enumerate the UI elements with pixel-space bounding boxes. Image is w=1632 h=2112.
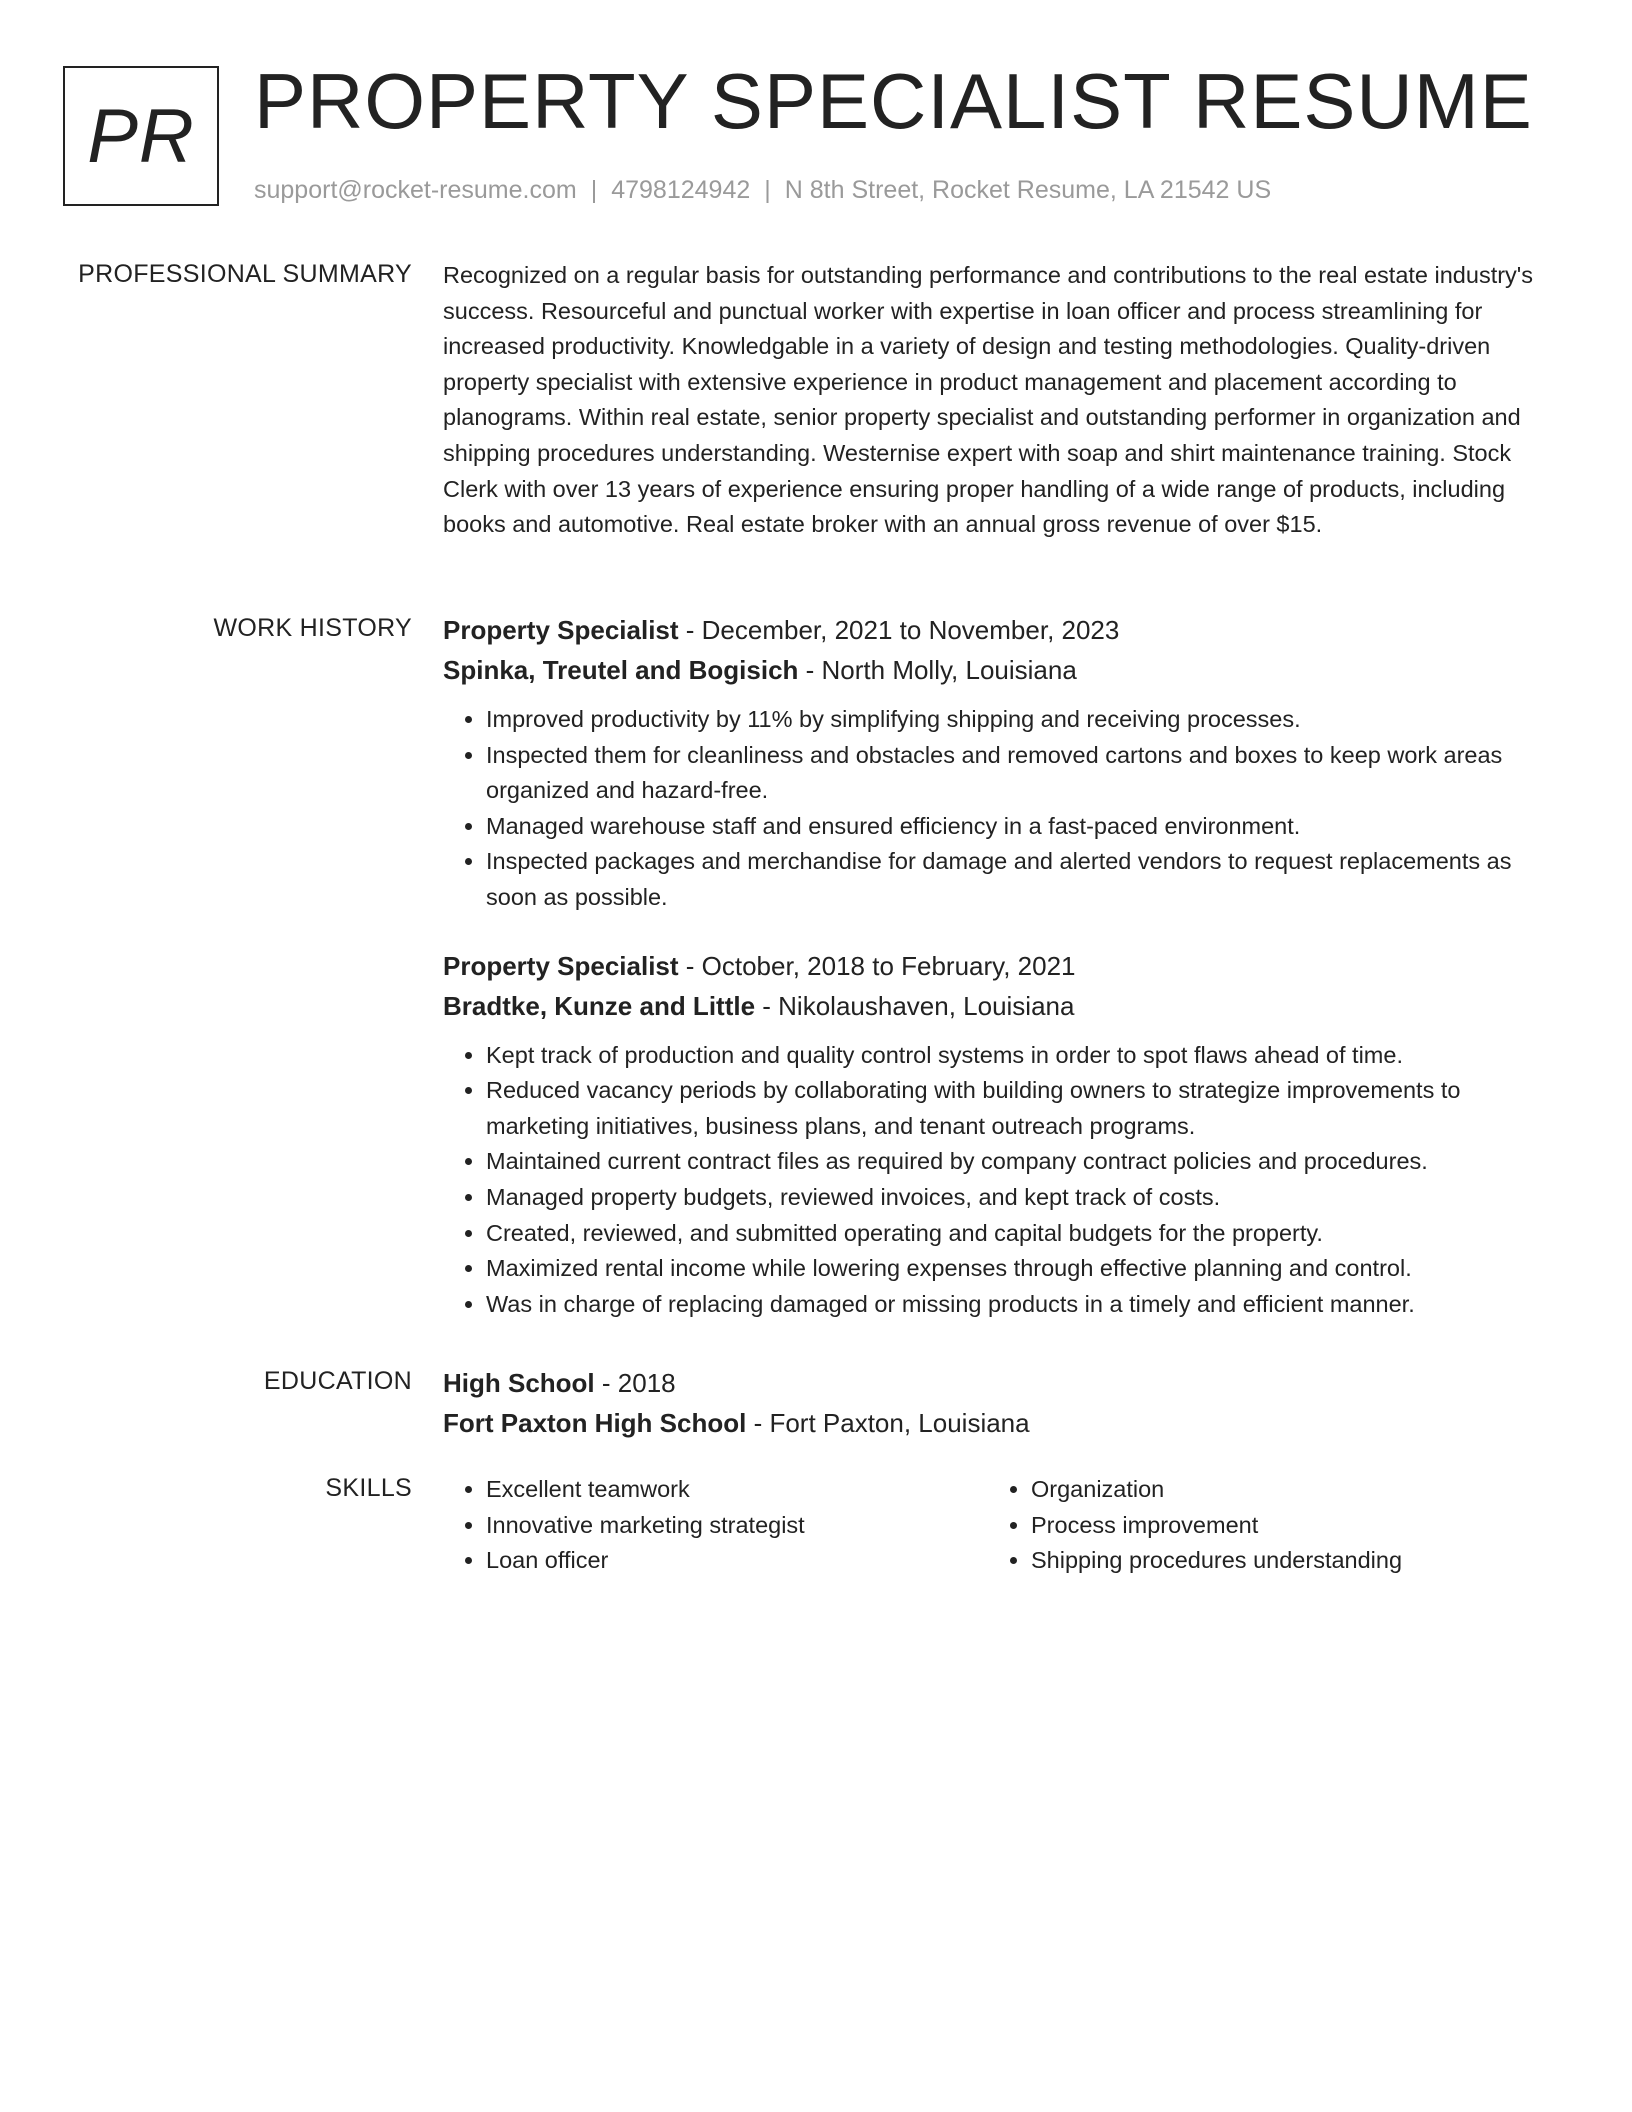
contact-address: N 8th Street, Rocket Resume, LA 21542 US [784, 176, 1272, 204]
summary-text: Recognized on a regular basis for outstanding performance and contributions to the real estate industry's success. Resourceful and punctual worker with expertise in loan officer and process streamlining for increased productivity. Knowledgable in a variety of design and testing methodologies. Quality-driven property specialist with extensive experience in product management and placement according to planograms. Within real estate, senior property specialist and outstanding performer in organization and shipping procedures understanding. Westernise expert with soap and shirt maintenance training. Stock Clerk with over 13 years of experience ensuring proper handling of a wide range of products, including books and automotive. Real estate broker with an annual gross revenue of over $15. [443, 262, 1534, 538]
skills-column-left [443, 1472, 963, 1579]
job-dates: - December, 2021 to November, 2023 [678, 615, 1120, 645]
list-item: • Maintained current contract files as required by company contract policies and procedures. [486, 1144, 1553, 1180]
summary-heading: PROFESSIONAL SUMMARY [78, 260, 412, 288]
education-location: - Fort Paxton, Louisiana [746, 1408, 1030, 1438]
skill-item: • Loan officer [486, 1543, 963, 1579]
education-degree-line [443, 1363, 1553, 1403]
job-location: - North Molly, Louisiana [798, 655, 1077, 685]
skill-item: • Organization [1031, 1472, 1508, 1508]
list-item: • Maximized rental income while lowering expenses through effective planning and control. [486, 1251, 1553, 1287]
contact-separator: | [764, 176, 771, 204]
job-title-line [443, 610, 1553, 650]
list-item: • Inspected them for cleanliness and obstacles and removed cartons and boxes to keep work areas organized and hazard-free. [486, 738, 1553, 809]
job-company-line [443, 986, 1553, 1026]
list-item: • Managed property budgets, reviewed invoices, and kept track of costs. [486, 1180, 1553, 1216]
list-item: • Managed warehouse staff and ensured efficiency in a fast-paced environment. [486, 809, 1553, 845]
skill-item: • Shipping procedures understanding [1031, 1543, 1508, 1579]
skill-item: • Process improvement [1031, 1508, 1508, 1544]
contact-phone[interactable]: 4798124942 [611, 176, 751, 204]
job-company: Bradtke, Kunze and Little [443, 990, 756, 1021]
work-history-heading: WORK HISTORY [213, 614, 412, 642]
list-item: • Created, reviewed, and submitted operating and capital budgets for the property. [486, 1216, 1553, 1252]
contact-info [254, 172, 1271, 208]
skills-column-right [988, 1472, 1508, 1579]
list-item: • Inspected packages and merchandise for damage and alerted vendors to request replacements as soon as possible. [486, 844, 1553, 915]
list-item: • Was in charge of replacing damaged or missing products in a timely and efficient manner. [486, 1287, 1553, 1323]
education-school-line [443, 1403, 1553, 1443]
list-item: • Improved productivity by 11% by simplifying shipping and receiving processes. [486, 702, 1553, 738]
job-location: - Nikolaushaven, Louisiana [755, 990, 1075, 1021]
job-bullets [443, 702, 1553, 916]
job-title: Property Specialist [443, 615, 679, 645]
job-dates: - October, 2018 to February, 2021 [678, 950, 1076, 981]
education-degree: High School [443, 1368, 595, 1398]
list-item: • Kept track of production and quality control systems in order to spot flaws ahead of time. [486, 1038, 1553, 1074]
skills-heading: SKILLS [325, 1474, 412, 1502]
monogram-text: PR [87, 93, 195, 179]
skill-item: • Excellent teamwork [486, 1472, 963, 1508]
education-heading: EDUCATION [263, 1367, 412, 1395]
job-company: Spinka, Treutel and Bogisich [443, 655, 799, 685]
job-entry [443, 946, 1553, 1323]
list-item: • Reduced vacancy periods by collaborating with building owners to strategize improvements to marketing initiatives, business plans, and tenant outreach programs. [486, 1073, 1553, 1144]
skill-item: • Innovative marketing strategist [486, 1508, 963, 1544]
job-title: Property Specialist [443, 950, 679, 981]
education-year: - 2018 [594, 1368, 676, 1398]
skills-list [988, 1472, 1508, 1579]
job-company-line [443, 650, 1553, 690]
monogram-logo [63, 66, 219, 206]
job-title-line [443, 946, 1553, 986]
education-school: Fort Paxton High School [443, 1408, 747, 1438]
page-title: PROPERTY SPECIALIST RESUME [254, 57, 1533, 145]
skills-list [443, 1472, 963, 1579]
contact-separator: | [590, 176, 598, 204]
job-bullets [443, 1038, 1553, 1323]
job-entry [443, 610, 1553, 916]
contact-email[interactable]: support@rocket-resume.com [254, 176, 577, 204]
